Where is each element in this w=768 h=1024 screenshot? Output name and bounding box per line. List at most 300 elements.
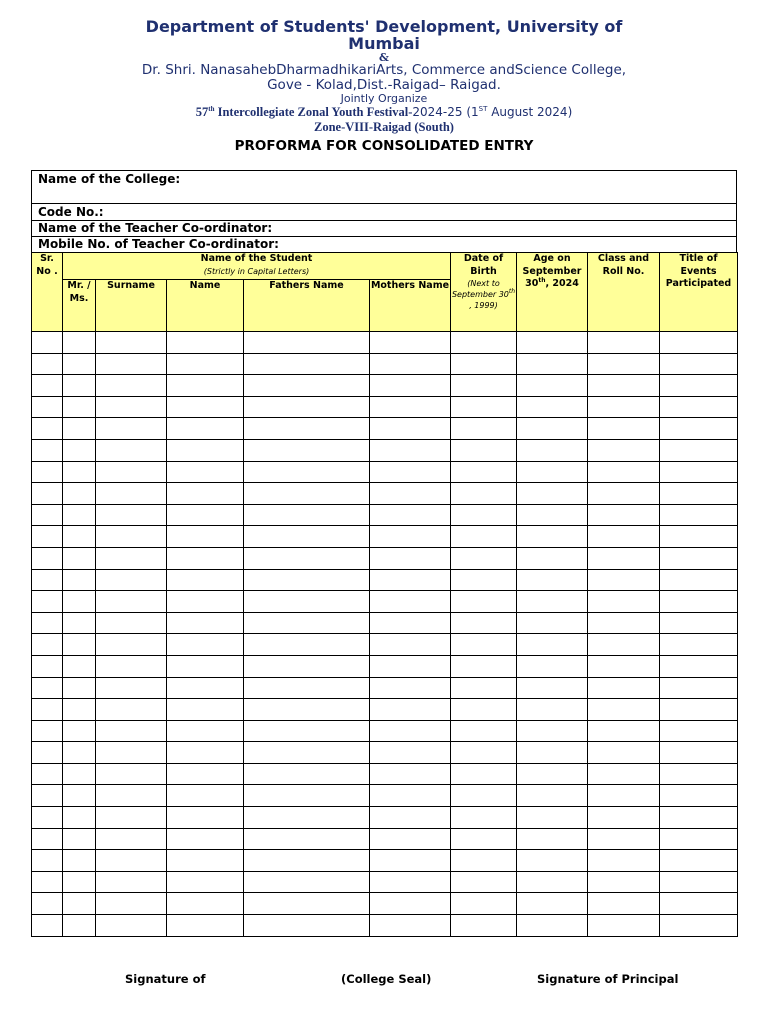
table-cell[interactable] [96, 375, 167, 397]
table-cell[interactable] [451, 871, 517, 893]
table-row [32, 720, 738, 742]
table-cell[interactable] [96, 483, 167, 505]
table-cell[interactable] [370, 850, 451, 872]
table-cell[interactable] [96, 893, 167, 915]
table-cell[interactable] [167, 483, 244, 505]
table-cell[interactable] [32, 526, 63, 548]
table-cell[interactable] [63, 353, 96, 375]
table-cell[interactable] [167, 871, 244, 893]
table-cell[interactable] [660, 332, 738, 354]
table-cell[interactable] [96, 677, 167, 699]
table-cell[interactable] [451, 375, 517, 397]
table-cell[interactable] [370, 699, 451, 721]
table-cell[interactable] [451, 720, 517, 742]
table-cell[interactable] [517, 850, 588, 872]
table-cell[interactable] [588, 547, 660, 569]
table-cell[interactable] [167, 720, 244, 742]
table-cell[interactable] [588, 526, 660, 548]
table-cell[interactable] [588, 353, 660, 375]
table-cell[interactable] [517, 547, 588, 569]
table-cell[interactable] [588, 612, 660, 634]
table-cell[interactable] [451, 461, 517, 483]
table-cell[interactable] [517, 871, 588, 893]
table-cell[interactable] [32, 461, 63, 483]
table-cell[interactable] [63, 634, 96, 656]
table-cell[interactable] [660, 418, 738, 440]
table-cell[interactable] [451, 763, 517, 785]
table-cell[interactable] [588, 828, 660, 850]
table-cell[interactable] [244, 526, 370, 548]
table-cell[interactable] [588, 742, 660, 764]
table-cell[interactable] [588, 483, 660, 505]
table-cell[interactable] [451, 504, 517, 526]
table-cell[interactable] [370, 807, 451, 829]
table-cell[interactable] [244, 332, 370, 354]
table-cell[interactable] [660, 785, 738, 807]
table-cell[interactable] [244, 893, 370, 915]
table-cell[interactable] [660, 742, 738, 764]
festival-date-rest: August 2024) [487, 105, 573, 119]
table-cell[interactable] [517, 699, 588, 721]
table-cell[interactable] [660, 807, 738, 829]
table-cell[interactable] [660, 461, 738, 483]
table-cell[interactable] [244, 720, 370, 742]
table-row [32, 742, 738, 764]
table-cell[interactable] [244, 699, 370, 721]
table-cell[interactable] [660, 634, 738, 656]
table-cell[interactable] [32, 893, 63, 915]
table-cell[interactable] [167, 375, 244, 397]
table-row [32, 655, 738, 677]
table-cell[interactable] [167, 547, 244, 569]
table-cell[interactable] [370, 763, 451, 785]
table-cell[interactable] [32, 720, 63, 742]
signature-of-label: Signature of [125, 972, 206, 986]
table-cell[interactable] [167, 785, 244, 807]
table-cell[interactable] [244, 375, 370, 397]
table-cell[interactable] [96, 828, 167, 850]
code-no-field[interactable]: Code No.: [32, 204, 736, 221]
table-row [32, 612, 738, 634]
table-cell[interactable] [63, 526, 96, 548]
table-row [32, 353, 738, 375]
table-cell[interactable] [244, 483, 370, 505]
table-cell[interactable] [96, 461, 167, 483]
table-cell[interactable] [588, 418, 660, 440]
table-cell[interactable] [63, 785, 96, 807]
table-cell[interactable] [32, 634, 63, 656]
table-cell[interactable] [167, 461, 244, 483]
table-cell[interactable] [63, 612, 96, 634]
table-cell[interactable] [32, 591, 63, 613]
table-cell[interactable] [32, 483, 63, 505]
table-cell[interactable] [96, 655, 167, 677]
table-cell[interactable] [96, 547, 167, 569]
table-cell[interactable] [451, 353, 517, 375]
table-cell[interactable] [32, 504, 63, 526]
table-cell[interactable] [32, 871, 63, 893]
table-cell[interactable] [167, 418, 244, 440]
table-cell[interactable] [370, 461, 451, 483]
table-cell[interactable] [63, 591, 96, 613]
table-cell[interactable] [451, 807, 517, 829]
table-cell[interactable] [244, 634, 370, 656]
table-cell[interactable] [660, 526, 738, 548]
table-cell[interactable] [32, 828, 63, 850]
table-cell[interactable] [588, 591, 660, 613]
table-cell[interactable] [517, 612, 588, 634]
table-cell[interactable] [517, 763, 588, 785]
table-cell[interactable] [588, 396, 660, 418]
table-cell[interactable] [660, 871, 738, 893]
table-row [32, 332, 738, 354]
table-cell[interactable] [244, 396, 370, 418]
table-cell[interactable] [167, 828, 244, 850]
table-cell[interactable] [660, 677, 738, 699]
table-cell[interactable] [167, 655, 244, 677]
table-cell[interactable] [167, 742, 244, 764]
table-cell[interactable] [32, 915, 63, 937]
table-cell[interactable] [244, 612, 370, 634]
table-cell[interactable] [63, 439, 96, 461]
table-cell[interactable] [167, 677, 244, 699]
table-cell[interactable] [517, 526, 588, 548]
table-cell[interactable] [451, 785, 517, 807]
table-cell[interactable] [517, 807, 588, 829]
table-cell[interactable] [167, 763, 244, 785]
table-cell[interactable] [167, 569, 244, 591]
table-cell[interactable] [32, 569, 63, 591]
table-cell[interactable] [588, 504, 660, 526]
table-cell[interactable] [451, 634, 517, 656]
table-cell[interactable] [167, 634, 244, 656]
table-cell[interactable] [451, 396, 517, 418]
table-cell[interactable] [96, 591, 167, 613]
capital-letters-note: (Strictly in Capital Letters) [203, 266, 310, 276]
table-cell[interactable] [167, 591, 244, 613]
table-cell[interactable] [32, 396, 63, 418]
table-cell[interactable] [370, 871, 451, 893]
table-cell[interactable] [63, 396, 96, 418]
table-cell[interactable] [370, 915, 451, 937]
table-cell[interactable] [63, 677, 96, 699]
table-cell[interactable] [96, 763, 167, 785]
table-cell[interactable] [63, 807, 96, 829]
table-cell[interactable] [96, 915, 167, 937]
table-cell[interactable] [588, 807, 660, 829]
table-cell[interactable] [96, 720, 167, 742]
table-cell[interactable] [660, 612, 738, 634]
table-cell[interactable] [32, 850, 63, 872]
table-cell[interactable] [517, 915, 588, 937]
table-cell[interactable] [96, 396, 167, 418]
table-cell[interactable] [588, 461, 660, 483]
table-cell[interactable] [660, 439, 738, 461]
table-row [32, 504, 738, 526]
table-cell[interactable] [32, 332, 63, 354]
table-cell[interactable] [517, 375, 588, 397]
table-cell[interactable] [63, 850, 96, 872]
table-cell[interactable] [370, 547, 451, 569]
table-cell[interactable] [660, 893, 738, 915]
table-cell[interactable] [96, 526, 167, 548]
table-cell[interactable] [32, 742, 63, 764]
table-cell[interactable] [63, 655, 96, 677]
table-cell[interactable] [451, 483, 517, 505]
table-cell[interactable] [63, 828, 96, 850]
table-cell[interactable] [244, 547, 370, 569]
table-cell[interactable] [96, 504, 167, 526]
table-cell[interactable] [167, 699, 244, 721]
table-cell[interactable] [32, 439, 63, 461]
table-cell[interactable] [660, 483, 738, 505]
table-cell[interactable] [451, 850, 517, 872]
table-cell[interactable] [517, 504, 588, 526]
table-cell[interactable] [167, 504, 244, 526]
table-cell[interactable] [167, 612, 244, 634]
college-seal-label: (College Seal) [341, 972, 432, 986]
table-cell[interactable] [588, 439, 660, 461]
table-cell[interactable] [517, 569, 588, 591]
table-cell[interactable] [63, 763, 96, 785]
table-cell[interactable] [244, 504, 370, 526]
table-cell[interactable] [96, 742, 167, 764]
table-cell[interactable] [370, 677, 451, 699]
table-cell[interactable] [370, 526, 451, 548]
table-cell[interactable] [63, 893, 96, 915]
table-cell[interactable] [244, 677, 370, 699]
table-cell[interactable] [588, 850, 660, 872]
table-cell[interactable] [63, 483, 96, 505]
table-cell[interactable] [370, 612, 451, 634]
table-cell[interactable] [63, 375, 96, 397]
table-cell[interactable] [32, 612, 63, 634]
table-cell[interactable] [588, 720, 660, 742]
table-cell[interactable] [96, 850, 167, 872]
table-cell[interactable] [167, 526, 244, 548]
table-cell[interactable] [517, 418, 588, 440]
table-cell[interactable] [96, 634, 167, 656]
table-cell[interactable] [96, 569, 167, 591]
table-cell[interactable] [96, 353, 167, 375]
table-cell[interactable] [517, 353, 588, 375]
table-cell[interactable] [63, 720, 96, 742]
table-cell[interactable] [451, 915, 517, 937]
table-cell[interactable] [451, 677, 517, 699]
table-cell[interactable] [63, 871, 96, 893]
table-cell[interactable] [588, 677, 660, 699]
table-cell[interactable] [451, 591, 517, 613]
table-cell[interactable] [244, 915, 370, 937]
table-cell[interactable] [517, 591, 588, 613]
table-cell[interactable] [244, 828, 370, 850]
table-cell[interactable] [517, 785, 588, 807]
table-cell[interactable] [244, 785, 370, 807]
table-cell[interactable] [517, 742, 588, 764]
table-cell[interactable] [244, 763, 370, 785]
table-cell[interactable] [588, 871, 660, 893]
table-cell[interactable] [63, 569, 96, 591]
table-cell[interactable] [370, 720, 451, 742]
table-row [32, 569, 738, 591]
table-cell[interactable] [588, 375, 660, 397]
mobile-field[interactable]: Mobile No. of Teacher Co-ordinator: [32, 237, 736, 253]
table-cell[interactable] [244, 418, 370, 440]
table-cell[interactable] [32, 699, 63, 721]
table-cell[interactable] [63, 915, 96, 937]
table-cell[interactable] [517, 439, 588, 461]
table-cell[interactable] [370, 483, 451, 505]
table-cell[interactable] [660, 353, 738, 375]
table-cell[interactable] [451, 699, 517, 721]
table-cell[interactable] [63, 742, 96, 764]
table-cell[interactable] [660, 547, 738, 569]
table-cell[interactable] [32, 677, 63, 699]
table-cell[interactable] [370, 591, 451, 613]
table-cell[interactable] [451, 893, 517, 915]
table-cell[interactable] [660, 915, 738, 937]
table-cell[interactable] [660, 699, 738, 721]
table-cell[interactable] [32, 353, 63, 375]
table-cell[interactable] [32, 785, 63, 807]
table-cell[interactable] [451, 418, 517, 440]
table-cell[interactable] [370, 332, 451, 354]
table-cell[interactable] [451, 332, 517, 354]
table-cell[interactable] [63, 504, 96, 526]
table-cell[interactable] [517, 677, 588, 699]
table-cell[interactable] [370, 375, 451, 397]
entry-table-body [32, 332, 738, 937]
table-cell[interactable] [167, 332, 244, 354]
teacher-coordinator-field[interactable]: Name of the Teacher Co-ordinator: [32, 221, 736, 237]
table-cell[interactable] [660, 569, 738, 591]
table-cell[interactable] [451, 742, 517, 764]
table-cell[interactable] [167, 893, 244, 915]
table-cell[interactable] [660, 396, 738, 418]
table-cell[interactable] [588, 785, 660, 807]
table-cell[interactable] [660, 591, 738, 613]
table-cell[interactable] [167, 807, 244, 829]
table-cell[interactable] [167, 850, 244, 872]
table-cell[interactable] [370, 439, 451, 461]
table-cell[interactable] [32, 375, 63, 397]
table-cell[interactable] [660, 828, 738, 850]
table-cell[interactable] [370, 418, 451, 440]
table-cell[interactable] [32, 655, 63, 677]
table-cell[interactable] [63, 461, 96, 483]
table-cell[interactable] [96, 807, 167, 829]
table-cell[interactable] [588, 634, 660, 656]
table-cell[interactable] [660, 850, 738, 872]
table-cell[interactable] [244, 807, 370, 829]
table-cell[interactable] [370, 828, 451, 850]
table-cell[interactable] [451, 547, 517, 569]
table-cell[interactable] [588, 332, 660, 354]
table-cell[interactable] [32, 418, 63, 440]
table-cell[interactable] [588, 915, 660, 937]
table-cell[interactable] [370, 634, 451, 656]
table-cell[interactable] [517, 655, 588, 677]
table-row [32, 850, 738, 872]
table-cell[interactable] [244, 742, 370, 764]
zone-line: Zone-VIII-Raigad (South) [314, 120, 454, 134]
table-cell[interactable] [370, 396, 451, 418]
table-cell[interactable] [451, 569, 517, 591]
table-cell[interactable] [32, 807, 63, 829]
table-cell[interactable] [517, 332, 588, 354]
table-cell[interactable] [588, 763, 660, 785]
table-cell[interactable] [244, 850, 370, 872]
table-cell[interactable] [517, 720, 588, 742]
table-cell[interactable] [96, 871, 167, 893]
table-cell[interactable] [588, 655, 660, 677]
table-cell[interactable] [588, 569, 660, 591]
table-cell[interactable] [517, 893, 588, 915]
table-cell[interactable] [63, 332, 96, 354]
table-cell[interactable] [167, 439, 244, 461]
table-cell[interactable] [63, 699, 96, 721]
table-cell[interactable] [660, 720, 738, 742]
table-cell[interactable] [370, 353, 451, 375]
table-cell[interactable] [244, 569, 370, 591]
table-cell[interactable] [244, 461, 370, 483]
table-cell[interactable] [660, 763, 738, 785]
table-cell[interactable] [167, 396, 244, 418]
table-cell[interactable] [63, 418, 96, 440]
table-cell[interactable] [96, 418, 167, 440]
table-cell[interactable] [451, 655, 517, 677]
table-cell[interactable] [370, 785, 451, 807]
table-cell[interactable] [517, 396, 588, 418]
table-cell[interactable] [32, 763, 63, 785]
table-cell[interactable] [96, 785, 167, 807]
table-cell[interactable] [96, 332, 167, 354]
table-cell[interactable] [167, 353, 244, 375]
table-cell[interactable] [517, 634, 588, 656]
table-cell[interactable] [517, 483, 588, 505]
table-cell[interactable] [588, 699, 660, 721]
table-cell[interactable] [244, 591, 370, 613]
table-cell[interactable] [370, 655, 451, 677]
table-cell[interactable] [517, 461, 588, 483]
table-cell[interactable] [370, 504, 451, 526]
table-cell[interactable] [244, 871, 370, 893]
festival-title: Intercollegiate Zonal Youth Festival- [214, 105, 413, 119]
table-cell[interactable] [660, 655, 738, 677]
table-cell[interactable] [517, 828, 588, 850]
table-cell[interactable] [370, 893, 451, 915]
table-cell[interactable] [244, 353, 370, 375]
table-cell[interactable] [244, 439, 370, 461]
table-cell[interactable] [96, 439, 167, 461]
table-cell[interactable] [451, 526, 517, 548]
table-cell[interactable] [451, 828, 517, 850]
table-cell[interactable] [96, 612, 167, 634]
table-cell[interactable] [63, 547, 96, 569]
table-cell[interactable] [32, 547, 63, 569]
table-cell[interactable] [660, 375, 738, 397]
table-cell[interactable] [96, 699, 167, 721]
table-cell[interactable] [451, 612, 517, 634]
table-cell[interactable] [588, 893, 660, 915]
table-cell[interactable] [370, 569, 451, 591]
table-cell[interactable] [660, 504, 738, 526]
table-cell[interactable] [167, 915, 244, 937]
table-cell[interactable] [451, 439, 517, 461]
table-cell[interactable] [244, 655, 370, 677]
college-name-field[interactable]: Name of the College: [32, 171, 736, 204]
table-cell[interactable] [370, 742, 451, 764]
